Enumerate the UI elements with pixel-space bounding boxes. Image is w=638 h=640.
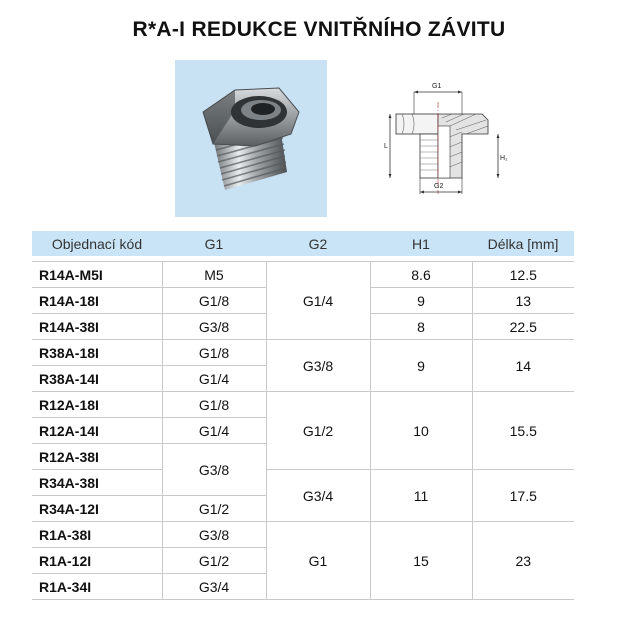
- table-header-row: [32, 231, 574, 256]
- g1-value: G1/2: [162, 496, 266, 522]
- length-value: 12.5: [472, 262, 574, 288]
- order-code: R14A-18I: [32, 288, 162, 314]
- g2-value: G3/8: [266, 340, 370, 392]
- length-value: 23: [472, 522, 574, 600]
- g1-value: G3/8: [162, 444, 266, 496]
- g2-value: G1/4: [266, 262, 370, 340]
- g1-value: G3/4: [162, 574, 266, 600]
- h1-value: 9: [370, 288, 472, 314]
- g1-value: G1/8: [162, 288, 266, 314]
- length-value: 22.5: [472, 314, 574, 340]
- table-row: [32, 522, 574, 548]
- h1-value: 8.6: [370, 262, 472, 288]
- page-title: R*A-I REDUKCE VNITŘNÍHO ZÁVITU: [132, 18, 506, 41]
- g1-value: G3/8: [162, 314, 266, 340]
- order-code: R34A-12I: [32, 496, 162, 522]
- table-row: [32, 470, 574, 496]
- g1-value: G1/8: [162, 340, 266, 366]
- g1-value: G1/4: [162, 366, 266, 392]
- order-code: R34A-38I: [32, 470, 162, 496]
- header-length: Délka [mm]: [472, 231, 574, 256]
- g2-value: G1: [266, 522, 370, 600]
- g1-dimension-label: G1: [432, 83, 442, 90]
- technical-drawing: [376, 70, 516, 210]
- order-code: R14A-38I: [32, 314, 162, 340]
- h1-value: 8: [370, 314, 472, 340]
- length-value: 15.5: [472, 392, 574, 470]
- g1-value: G3/8: [162, 522, 266, 548]
- h1-dimension-label: H₁: [500, 155, 508, 162]
- length-value: 14: [472, 340, 574, 392]
- h1-value: 11: [370, 470, 472, 522]
- g2-dimension-label: G2: [434, 183, 444, 190]
- h1-value: 9: [370, 340, 472, 392]
- order-code: R12A-38I: [32, 444, 162, 470]
- order-code: R14A-M5I: [32, 262, 162, 288]
- order-code: R38A-14I: [32, 366, 162, 392]
- h1-value: 10: [370, 392, 472, 470]
- table-row: [32, 262, 574, 288]
- header-g2: G2: [266, 231, 370, 256]
- reducer-fitting-image: [175, 60, 327, 217]
- product-photo: [175, 60, 327, 217]
- g1-value: G1/2: [162, 548, 266, 574]
- g1-value: G1/4: [162, 418, 266, 444]
- l-dimension-label: L: [384, 143, 388, 150]
- h1-value: 15: [370, 522, 472, 600]
- order-code: R12A-14I: [32, 418, 162, 444]
- table-row: [32, 392, 574, 418]
- table-row: [32, 340, 574, 366]
- order-code: R12A-18I: [32, 392, 162, 418]
- g1-value: G1/8: [162, 392, 266, 418]
- specification-table: [32, 231, 574, 600]
- header-h1: H1: [370, 231, 472, 256]
- g2-value: G3/4: [266, 470, 370, 522]
- g1-value: M5: [162, 262, 266, 288]
- order-code: R1A-34I: [32, 574, 162, 600]
- g2-value: G1/2: [266, 392, 370, 470]
- order-code: R1A-12I: [32, 548, 162, 574]
- length-value: 13: [472, 288, 574, 314]
- length-value: 17.5: [472, 470, 574, 522]
- header-g1: G1: [162, 231, 266, 256]
- header-code: Objednací kód: [32, 231, 162, 256]
- order-code: R1A-38I: [32, 522, 162, 548]
- order-code: R38A-18I: [32, 340, 162, 366]
